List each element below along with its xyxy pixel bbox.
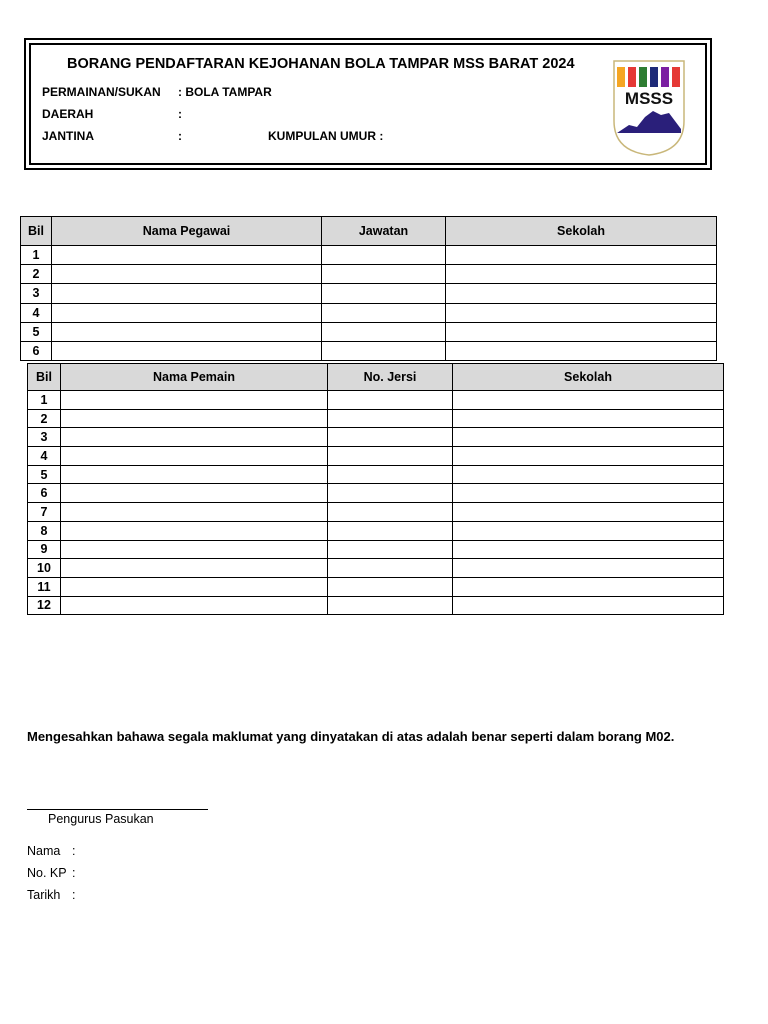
players-row: [28, 409, 724, 428]
players-cell-name[interactable]: [61, 409, 328, 428]
players-cell-col2[interactable]: [328, 540, 453, 559]
signature-line[interactable]: [27, 809, 208, 810]
officials-cell-col2[interactable]: [322, 322, 446, 341]
players-cell-name[interactable]: [61, 577, 328, 596]
field-nama-label: Nama: [27, 844, 61, 858]
msss-logo-icon: [611, 59, 687, 157]
officials-row-number: 3: [21, 284, 52, 303]
logo-stripe: [661, 67, 669, 87]
officials-cell-name[interactable]: [52, 303, 322, 322]
players-cell-name[interactable]: [61, 465, 328, 484]
header-inner-border: [29, 43, 707, 165]
players-cell-school[interactable]: [453, 540, 724, 559]
players-row-number: 4: [28, 447, 61, 466]
officials-cell-school[interactable]: [446, 341, 717, 360]
players-cell-col2[interactable]: [328, 596, 453, 615]
players-cell-col2[interactable]: [328, 577, 453, 596]
players-row-number: 6: [28, 484, 61, 503]
officials-cell-school[interactable]: [446, 322, 717, 341]
players-cell-name[interactable]: [61, 596, 328, 615]
players-cell-school[interactable]: [453, 465, 724, 484]
officials-cell-name[interactable]: [52, 341, 322, 360]
players-row-number: 10: [28, 559, 61, 578]
players-row: [28, 559, 724, 578]
players-cell-school[interactable]: [453, 409, 724, 428]
logo-stripe: [628, 67, 636, 87]
officials-cell-school[interactable]: [446, 284, 717, 303]
officials-cell-col2[interactable]: [322, 303, 446, 322]
players-row: [28, 484, 724, 503]
players-row: [28, 577, 724, 596]
players-row-number: 9: [28, 540, 61, 559]
field-tarikh-label: Tarikh: [27, 888, 61, 902]
officials-cell-col2[interactable]: [322, 265, 446, 284]
field-tarikh-colon: :: [72, 888, 76, 902]
field-nama-colon: :: [72, 844, 76, 858]
officials-row-number: 4: [21, 303, 52, 322]
players-cell-col2[interactable]: [328, 559, 453, 578]
players-row-number: 1: [28, 391, 61, 410]
officials-row-number: 1: [21, 246, 52, 265]
players-cell-col2[interactable]: [328, 409, 453, 428]
players-cell-name[interactable]: [61, 447, 328, 466]
officials-header-nama: Nama Pegawai: [52, 217, 322, 246]
players-header-row: [28, 364, 724, 391]
field-no-kp[interactable]: [27, 866, 76, 880]
officials-header-row: [21, 217, 717, 246]
jantina-value: :: [178, 129, 182, 143]
players-cell-col2[interactable]: [328, 391, 453, 410]
officials-header-sekolah: Sekolah: [446, 217, 717, 246]
logo-stripe: [650, 67, 658, 87]
officials-cell-school[interactable]: [446, 246, 717, 265]
players-cell-name[interactable]: [61, 559, 328, 578]
officials-cell-col2[interactable]: [322, 341, 446, 360]
players-cell-school[interactable]: [453, 596, 724, 615]
form-title: BORANG PENDAFTARAN KEJOHANAN BOLA TAMPAR MSS BARAT 2024: [67, 56, 575, 72]
players-cell-school[interactable]: [453, 577, 724, 596]
players-cell-school[interactable]: [453, 503, 724, 522]
officials-row: [21, 265, 717, 284]
players-row: [28, 428, 724, 447]
players-cell-col2[interactable]: [328, 484, 453, 503]
officials-row: [21, 303, 717, 322]
officials-cell-school[interactable]: [446, 303, 717, 322]
players-header-sekolah: Sekolah: [453, 364, 724, 391]
daerah-value: :: [178, 107, 182, 121]
players-cell-name[interactable]: [61, 428, 328, 447]
players-cell-name[interactable]: [61, 484, 328, 503]
players-row-number: 3: [28, 428, 61, 447]
players-header-jersi: No. Jersi: [328, 364, 453, 391]
officials-row: [21, 284, 717, 303]
players-row-number: 7: [28, 503, 61, 522]
officials-cell-name[interactable]: [52, 322, 322, 341]
field-tarikh[interactable]: [27, 888, 76, 902]
players-cell-school[interactable]: [453, 521, 724, 540]
players-header-bil: Bil: [28, 364, 61, 391]
officials-header-bil: Bil: [21, 217, 52, 246]
players-cell-school[interactable]: [453, 447, 724, 466]
permainan-value: : BOLA TAMPAR: [178, 85, 272, 99]
officials-row-number: 2: [21, 265, 52, 284]
officials-cell-school[interactable]: [446, 265, 717, 284]
players-cell-school[interactable]: [453, 559, 724, 578]
field-no-kp-label: No. KP: [27, 866, 67, 880]
players-cell-col2[interactable]: [328, 503, 453, 522]
players-cell-school[interactable]: [453, 484, 724, 503]
players-cell-name[interactable]: [61, 540, 328, 559]
jantina-label: JANTINA: [42, 129, 95, 143]
header-box: [24, 38, 712, 170]
officials-table: [20, 216, 717, 361]
officials-cell-name[interactable]: [52, 265, 322, 284]
players-header-nama: Nama Pemain: [61, 364, 328, 391]
kumpulan-umur-label: KUMPULAN UMUR :: [268, 129, 384, 143]
field-nama[interactable]: [27, 844, 76, 858]
officials-header-jawatan: Jawatan: [322, 217, 446, 246]
field-no-kp-colon: :: [72, 866, 76, 880]
officials-row-number: 6: [21, 341, 52, 360]
logo-text: MSSS: [624, 89, 674, 108]
officials-cell-col2[interactable]: [322, 246, 446, 265]
players-row: [28, 447, 724, 466]
players-cell-school[interactable]: [453, 391, 724, 410]
players-cell-name[interactable]: [61, 521, 328, 540]
logo-stripe: [672, 67, 680, 87]
certification-statement: Mengesahkan bahawa segala maklumat yang dinyatakan di atas adalah benar seperti dalam borang M02.: [27, 729, 675, 744]
players-cell-col2[interactable]: [328, 428, 453, 447]
officials-cell-col2[interactable]: [322, 284, 446, 303]
officials-row: [21, 246, 717, 265]
players-cell-col2[interactable]: [328, 465, 453, 484]
players-cell-col2[interactable]: [328, 447, 453, 466]
permainan-label: PERMAINAN/SUKAN: [42, 85, 161, 99]
players-row: [28, 391, 724, 410]
players-table: [27, 363, 724, 615]
officials-row: [21, 341, 717, 360]
officials-row-number: 5: [21, 322, 52, 341]
players-row: [28, 540, 724, 559]
players-cell-col2[interactable]: [328, 521, 453, 540]
players-row-number: 2: [28, 409, 61, 428]
players-row-number: 11: [28, 577, 61, 596]
players-row: [28, 503, 724, 522]
players-row-number: 5: [28, 465, 61, 484]
players-row: [28, 521, 724, 540]
players-row: [28, 596, 724, 615]
players-cell-school[interactable]: [453, 428, 724, 447]
officials-cell-name[interactable]: [52, 246, 322, 265]
officials-row: [21, 322, 717, 341]
players-row: [28, 465, 724, 484]
officials-cell-name[interactable]: [52, 284, 322, 303]
players-cell-name[interactable]: [61, 503, 328, 522]
signature-role: Pengurus Pasukan: [48, 812, 154, 826]
logo-stripe: [617, 67, 625, 87]
players-cell-name[interactable]: [61, 391, 328, 410]
logo-stripe: [639, 67, 647, 87]
daerah-label: DAERAH: [42, 107, 94, 121]
players-row-number: 12: [28, 596, 61, 615]
players-row-number: 8: [28, 521, 61, 540]
